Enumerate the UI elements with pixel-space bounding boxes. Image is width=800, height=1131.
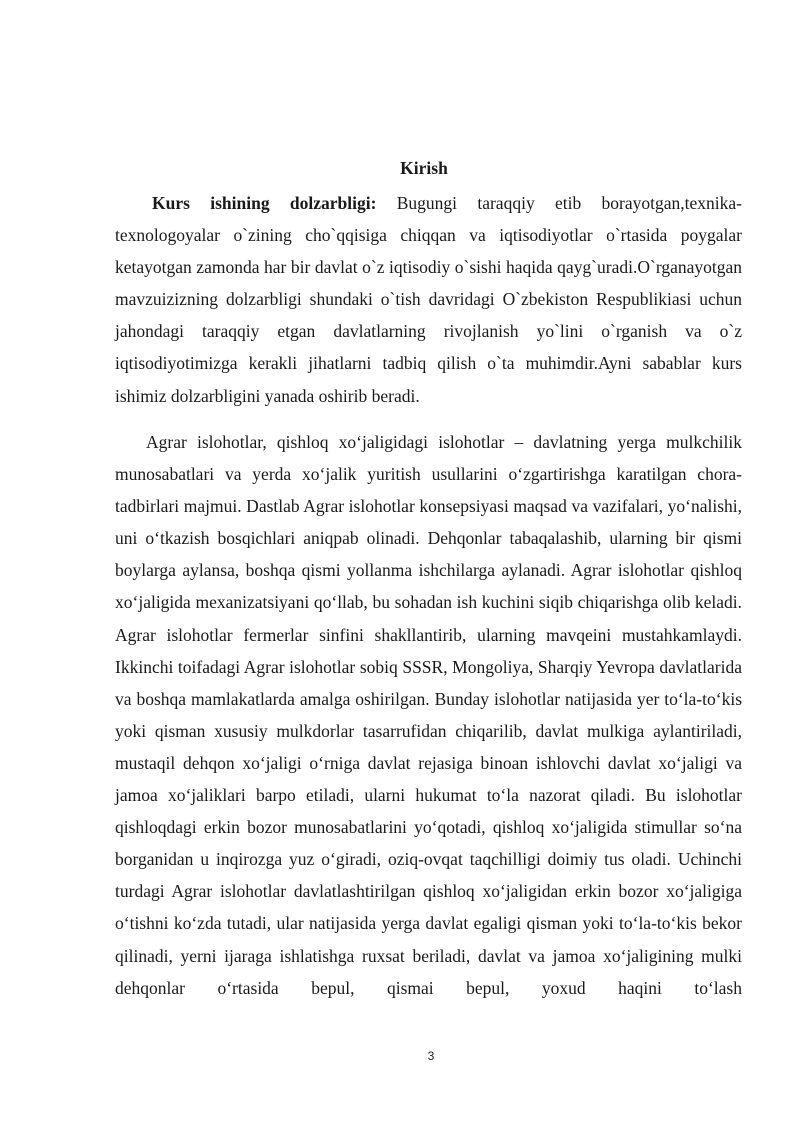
paragraph-agrarian-reforms: Agrar islohotlar, qishloq xo‘jaligidagi islohotlar – davlatning yerga mulkchilik munosabatlari va yerda xo‘jalik yuritish usullarini o‘zgartirishga karatilgan chora-tadbirlari majmui. Dastlab Agrar islohotlar konsepsiyasi maqsad va vazifalari, yo‘nalishi, uni o‘tkazish bosqichlari aniqpab olinadi. Dehqonlar tabaqalashib, ularning bir qismi boylarga aylansa, boshqa qismi yollanma ishchilarga aylanadi. Agrar islohotlar qishloq xo‘jaligida mexanizatsiyani qo‘llab, bu sohadan ish kuchini siqib chiqarishga olib keladi. Agrar islohotlar fermerlar sinfini shakllantirib, ularning mavqeini mustahkamlaydi. Ikkinchi toifadagi Agrar islohotlar sobiq SSSR, Mongoliya, Sharqiy Yevropa davlatlarida va boshqa mamlakatlarda amalga oshirilgan. Bunday islohotlar natijasida yer to‘la-to‘kis yoki qisman xususiy mulkdorlar tasarrufidan chiqarilib, davlat mulkiga aylantiriladi, mustaqil dehqon xo‘jaligi o‘rniga davlat rejasiga binoan ishlovchi davlat xo‘jaligi va jamoa xo‘jaliklari barpo etiladi, ularni hukumat to‘la nazorat qiladi. Bu islohotlar qishloqdagi erkin bozor munosabatlarini yo‘qotadi, qishloq xo‘jaligida stimullar so‘na borganidan u inqirozga yuz o‘giradi, oziq-ovqat taqchilligi doimiy tus oladi. Uchinchi turdagi Agrar islohotlar davlatlashtirilgan qishloq xo‘jaligidan erkin bozor xo‘jaligiga o‘tishni ko‘zda tutadi, ular natijasida yerga davlat egaligi qisman yoki to‘la-to‘kis bekor qilinadi, yerni ijaraga ishlatishga ruxsat beriladi, davlat va jamoa xo‘jaligining mulki dehqonlar o‘rtasida bepul, qismai bepul, yoxud haqini to‘lash [115,432,742,998]
paragraph-relevance-text: Bugungi taraqqiy etib borayotgan,texnika-texnologoyalar o`zining cho`qqisiga chiqqan va iqtisodiyotlar o`rtasida poygalar ketayotgan zamonda har bir davlat o`z iqtisodiy o`sishi haqida qayg`uradi.O`rganayotgan mavzuizizning dolzarbligi shundaki o`tish davridagi O`zbekiston Respublikiasi uchun jahondagi taraqqiy etgan davlatlarning rivojlanish yo`lini o`rganish va o`z iqtisodiyotimizga kerakli jihatlarni tadbiq qilish o`ta muhimdir.Ayni sabablar kurs ishimiz dolzarbligini yanada oshirib beradi. [115,193,742,406]
paragraph-relevance [115,187,742,412]
section-title: Kirish [400,158,448,178]
page-number: 3 [427,1049,435,1063]
paragraph-lead: Kurs ishining dolzarbligi: [152,193,377,213]
